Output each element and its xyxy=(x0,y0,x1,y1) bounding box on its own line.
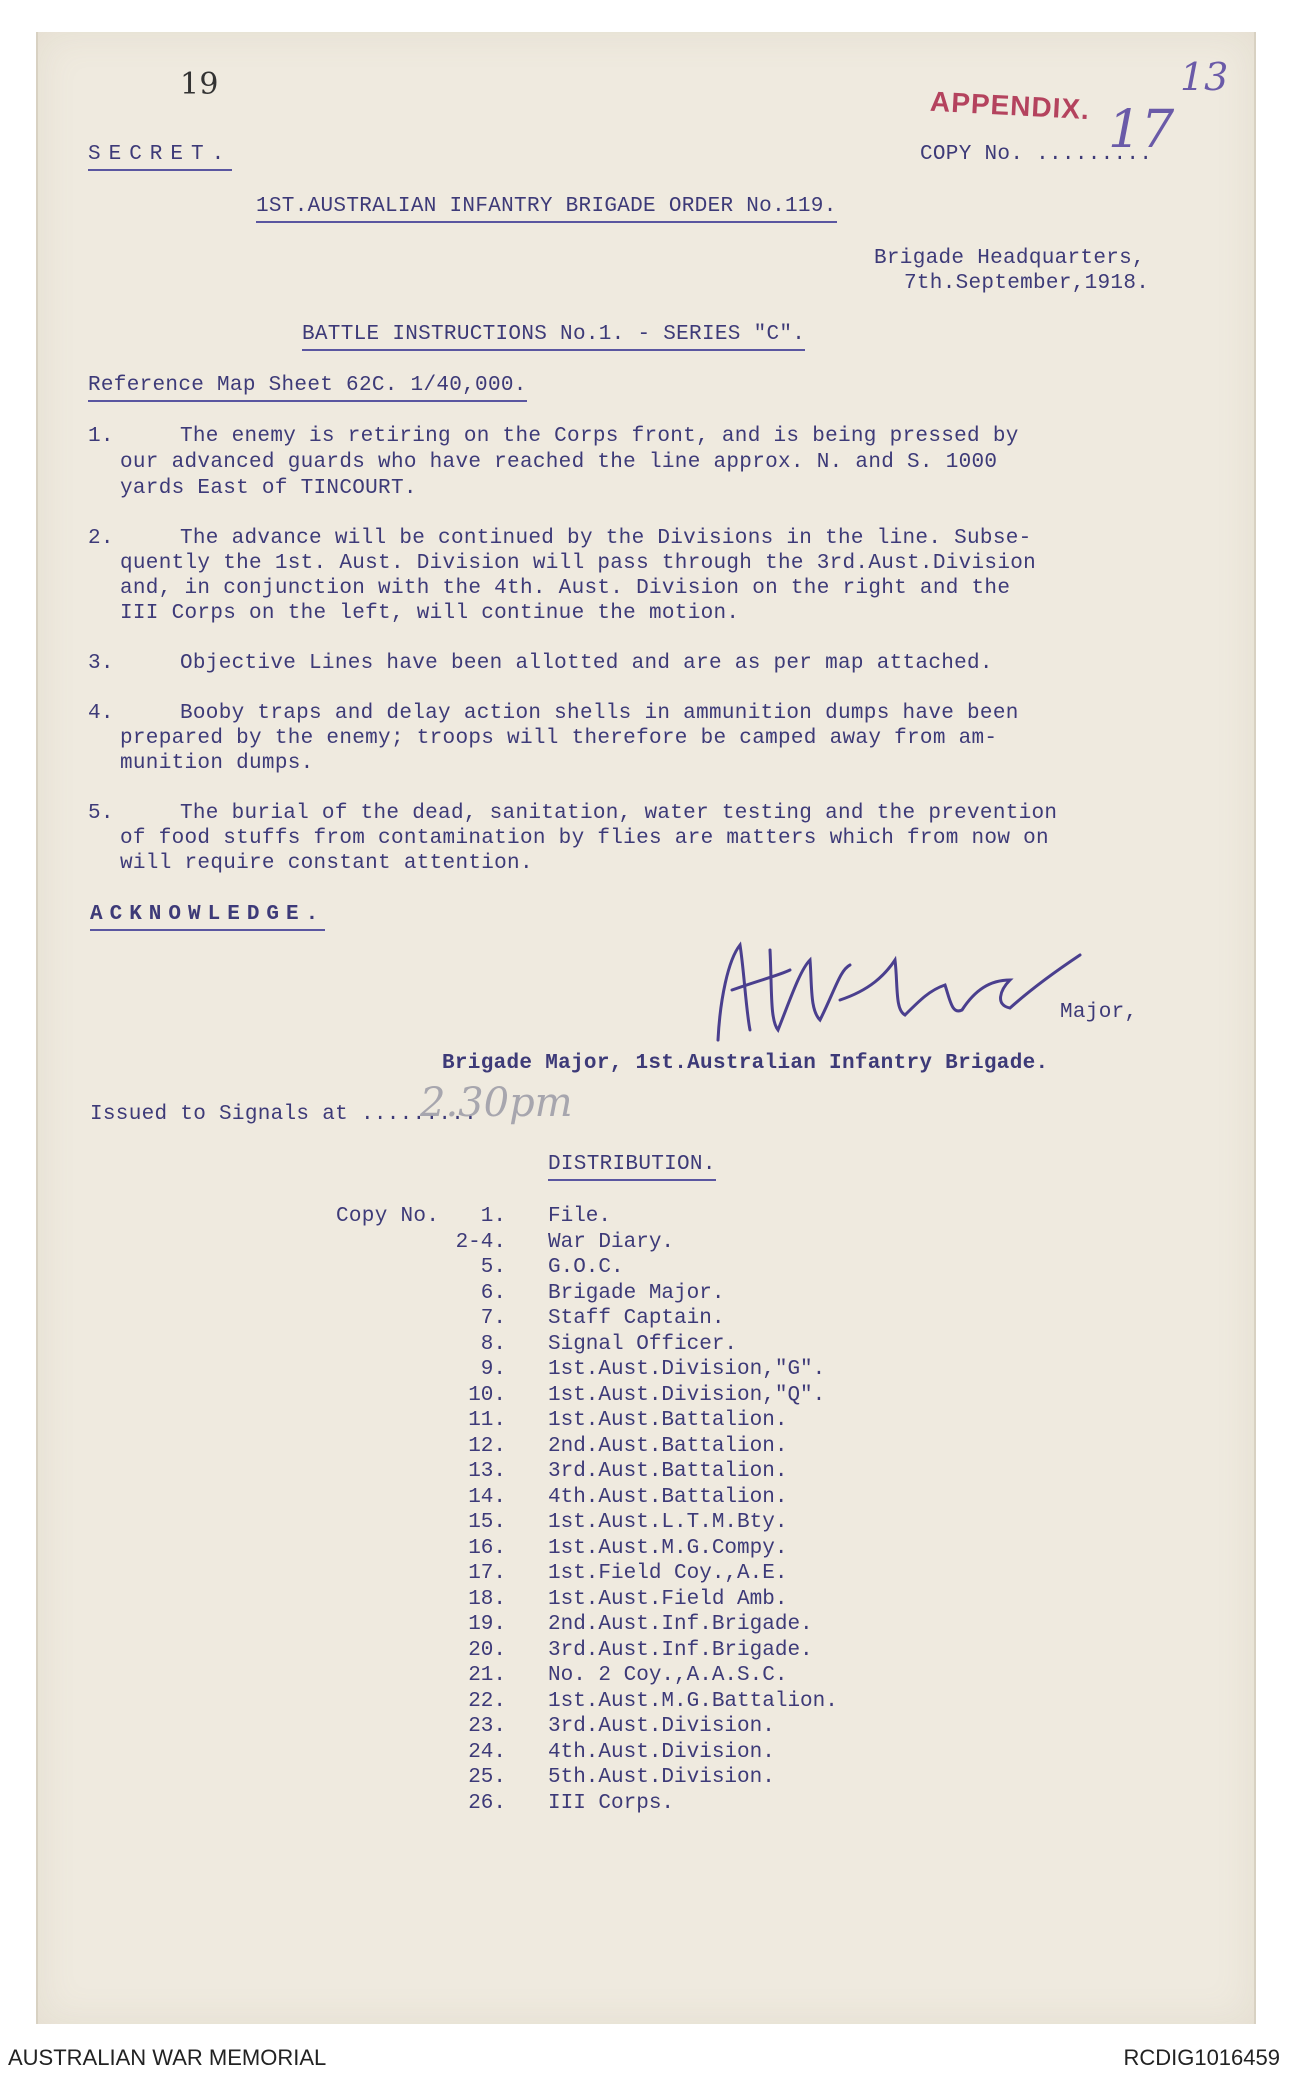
handwritten-time: 2.30pm xyxy=(420,1080,573,1126)
paragraph-line: quently the 1st. Aust. Division will pass through the 3rd.Aust.Division xyxy=(120,552,1037,575)
distribution-recipient: 5th.Aust.Division. xyxy=(548,1766,775,1789)
distribution-copy-label: Copy No. xyxy=(336,1205,440,1228)
distribution-number: 8. xyxy=(480,1332,506,1356)
paragraph-number: 1. xyxy=(88,425,114,448)
distribution-number: 10. xyxy=(468,1383,506,1407)
distribution-number: 19. xyxy=(468,1613,506,1636)
distribution-number: 21. xyxy=(468,1664,506,1687)
distribution-number: 16. xyxy=(468,1536,506,1560)
distribution-recipient: 1st.Aust.L.T.M.Bty. xyxy=(548,1511,788,1534)
secret-label: SECRET. xyxy=(88,142,232,171)
distribution-number: 1. xyxy=(480,1205,506,1228)
paragraph-number: 4. xyxy=(88,702,114,725)
paragraph-number: 5. xyxy=(88,802,114,825)
distribution-recipient: Brigade Major. xyxy=(548,1281,725,1305)
paragraph-line: munition dumps. xyxy=(120,752,314,775)
paragraph-number: 2. xyxy=(88,527,114,550)
acknowledge-label: ACKNOWLEDGE. xyxy=(90,902,325,931)
distribution-recipient: Signal Officer. xyxy=(548,1332,738,1356)
paragraph-line: will require constant attention. xyxy=(120,852,533,875)
distribution-number: 6. xyxy=(480,1281,506,1305)
paragraph-line: of food stuffs from contamination by flies are matters which from now on xyxy=(120,827,1049,850)
distribution-recipient: 2nd.Aust.Inf.Brigade. xyxy=(548,1613,813,1636)
distribution-recipient: 1st.Aust.M.G.Battalion. xyxy=(548,1689,838,1713)
hq-line-2: 7th.September,1918. xyxy=(904,272,1150,295)
paragraph-line: The enemy is retiring on the Corps front, and is being pressed by xyxy=(180,425,1019,448)
distribution-number: 5. xyxy=(480,1256,506,1279)
copy-number-label: COPY No. ......... xyxy=(920,143,1153,166)
paragraph-line: III Corps on the left, will continue the motion. xyxy=(120,602,740,625)
distribution-number: 23. xyxy=(468,1715,506,1738)
paragraph-line: yards East of TINCOURT. xyxy=(120,477,417,500)
paragraph-line: prepared by the enemy; troops will therefore be camped away from am- xyxy=(120,727,998,750)
distribution-number: 11. xyxy=(468,1409,506,1432)
distribution-recipient: G.O.C. xyxy=(548,1256,624,1279)
distribution-recipient: No. 2 Coy.,A.A.S.C. xyxy=(548,1664,788,1687)
distribution-number: 13. xyxy=(468,1460,506,1483)
distribution-recipient: 3rd.Aust.Division. xyxy=(548,1715,775,1738)
battle-instructions-title: BATTLE INSTRUCTIONS No.1. - SERIES "C". xyxy=(302,322,805,351)
distribution-recipient: 1st.Aust.Battalion. xyxy=(548,1409,788,1432)
paragraph-line: The burial of the dead, sanitation, water testing and the prevention xyxy=(180,802,1058,825)
distribution-recipient: 4th.Aust.Battalion. xyxy=(548,1485,788,1509)
distribution-heading: DISTRIBUTION. xyxy=(548,1152,716,1181)
distribution-number: 17. xyxy=(468,1562,506,1585)
paragraph-line: our advanced guards who have reached the line approx. N. and S. 1000 xyxy=(120,451,998,474)
paragraph-line: Booby traps and delay action shells in ammunition dumps have been xyxy=(180,702,1019,725)
distribution-recipient: 1st.Aust.M.G.Compy. xyxy=(548,1536,788,1560)
page-number: 19 xyxy=(180,67,219,102)
handwritten-copy-number: 17 xyxy=(1108,100,1175,160)
footer-record-id: RCDIG1016459 xyxy=(1123,2045,1280,2070)
distribution-recipient: 2nd.Aust.Battalion. xyxy=(548,1434,788,1458)
footer-archive-name: AUSTRALIAN WAR MEMORIAL xyxy=(8,2045,327,2070)
distribution-number: 20. xyxy=(468,1638,506,1662)
distribution-recipient: 1st.Aust.Division,"Q". xyxy=(548,1383,826,1407)
distribution-number: 24. xyxy=(468,1740,506,1764)
distribution-recipient: 1st.Field Coy.,A.E. xyxy=(548,1562,788,1585)
distribution-recipient: 1st.Aust.Field Amb. xyxy=(548,1587,788,1611)
distribution-number: 15. xyxy=(468,1511,506,1534)
distribution-recipient: 3rd.Aust.Battalion. xyxy=(548,1460,788,1483)
distribution-number: 18. xyxy=(468,1587,506,1611)
handwritten-signature xyxy=(700,930,1100,1050)
distribution-number: 26. xyxy=(468,1791,506,1815)
issued-to-signals: Issued to Signals at ......... xyxy=(90,1103,478,1126)
distribution-number: 7. xyxy=(480,1307,506,1330)
paragraph-line: and, in conjunction with the 4th. Aust. Division on the right and the xyxy=(120,577,1011,600)
paragraph-line: The advance will be continued by the Divisions in the line. Subse- xyxy=(180,527,1032,550)
distribution-number: 9. xyxy=(480,1358,506,1381)
hq-line-1: Brigade Headquarters, xyxy=(874,247,1145,270)
distribution-recipient: III Corps. xyxy=(548,1791,675,1815)
handwritten-corner-number: 13 xyxy=(1180,55,1229,99)
paragraph-line: Objective Lines have been allotted and are as per map attached. xyxy=(180,652,993,675)
distribution-recipient: File. xyxy=(548,1205,612,1228)
signature-rank: Major, xyxy=(1060,1001,1138,1024)
distribution-recipient: War Diary. xyxy=(548,1230,675,1254)
distribution-number: 12. xyxy=(468,1434,506,1458)
order-title: 1ST.AUSTRALIAN INFANTRY BRIGADE ORDER No.119. xyxy=(256,194,837,223)
distribution-recipient: 1st.Aust.Division,"G". xyxy=(548,1358,826,1381)
distribution-number: 22. xyxy=(468,1689,506,1713)
distribution-recipient: 4th.Aust.Division. xyxy=(548,1740,775,1764)
distribution-recipient: 3rd.Aust.Inf.Brigade. xyxy=(548,1638,813,1662)
paragraph-number: 3. xyxy=(88,652,114,675)
distribution-recipient: Staff Captain. xyxy=(548,1307,725,1330)
reference-map: Reference Map Sheet 62C. 1/40,000. xyxy=(88,373,527,402)
appendix-stamp: APPENDIX. xyxy=(929,85,1091,126)
signature-title: Brigade Major, 1st.Australian Infantry Brigade. xyxy=(442,1052,1049,1075)
distribution-number: 14. xyxy=(468,1485,506,1509)
distribution-number: 2-4. xyxy=(455,1230,506,1254)
distribution-number: 25. xyxy=(468,1766,506,1789)
